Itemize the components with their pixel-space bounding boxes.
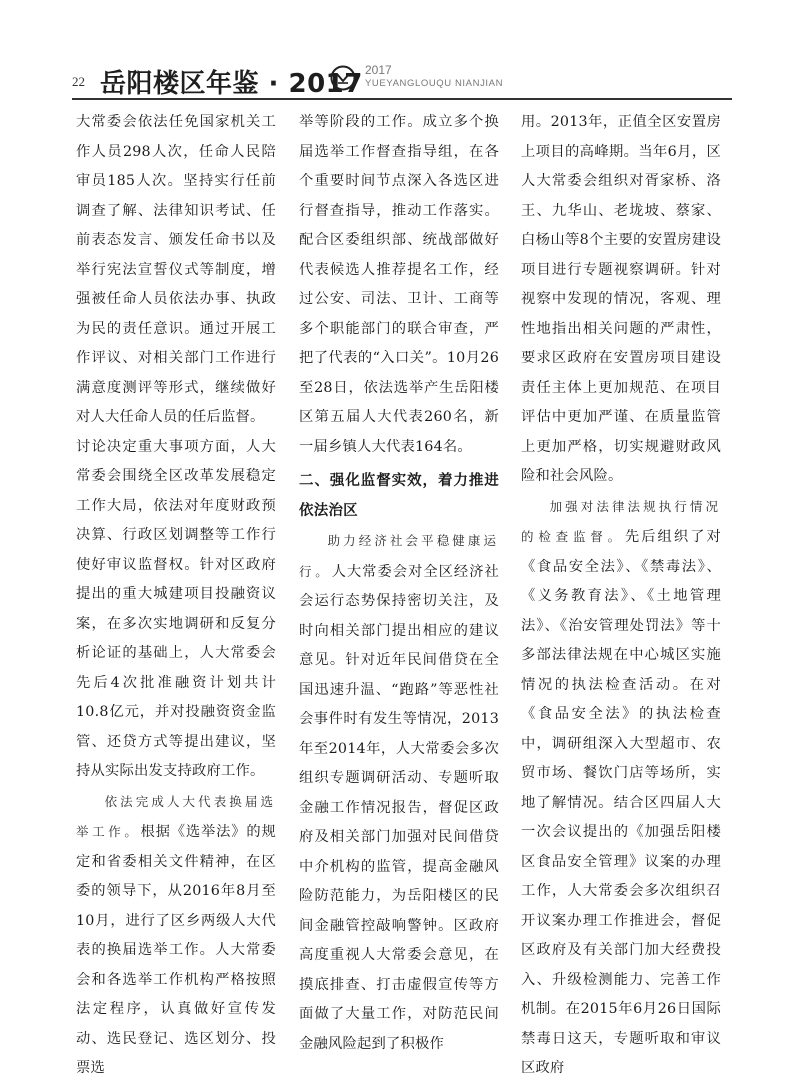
paragraph [76, 433, 276, 787]
paragraph-text: 人大常委会对全区经济社会运行态势保持密切关注，及时向相关部门提出相应的建议意见。针对近年民间借贷在全国迅速升温、“跑路”等恶性社会事件时有发生等情况，2013年至2014年，人大常委会多次组织专题调研活动、专题听取金融工作情况报告，督促区政府及相关部门加强对民间借贷中介机构的监管，提高金融风险防范能力，为岳阳楼区的民间金融管控敲响警钟。区政府高度重视人大常委会意见，在摸底排查、打击虚假宣传等方面做了大量工作，对防范民间金融风险起到了积极作 [299, 563, 499, 1052]
paragraph-text: 用。2013年，正值全区安置房上项目的高峰期。当年6月，区人大常委会组织对胥家桥、洛王、九华山、老垅坡、蔡家、白杨山等8个主要的安置房建设项目进行专题视察调研。针对视察中发现的情况，客观、理性地指出相关问题的严肃性，要求区政府在安置房项目建设责任主体上更加规范、在项目评估中更加严谨、在质量监管上更加严格，切实规避财政风险和社会风险。 [521, 114, 721, 484]
running-header [72, 62, 732, 102]
year-block [365, 64, 503, 90]
paragraph-text: 根据《选举法》的规定和省委相关文件精神，在区委的领导下，从2016年8月至10月，进行了区乡两级人大代表的换届选举工作。人大常委会和各选举工作机构严格按照法定程序，认真做好宣传发动、选民登记、选区划分、投票选 [76, 824, 276, 1076]
book-title: 岳阳楼区年鉴 · 2017 [100, 69, 363, 99]
header-pinyin: YUEYANGLOUQU NIANJIAN [365, 78, 504, 89]
text-column-3 [521, 108, 721, 1076]
paragraph-text: 大常委会依法任免国家机关工作人员298人次，任命人民陪审员185人次。坚持实行任前调查了解、法律知识考试、任前表态发言、颁发任命书以及举行宪法宣誓仪式等制度，增强被任命人员依法办事、执政为民的责任意识。通过开展工作评议、对相关部门工作进行满意度测评等形式，继续做好对人大任命人员的任后监督。 [76, 114, 276, 425]
paragraph-text: 举等阶段的工作。成立多个换届选举工作督查指导组，在各个重要时间节点深入各选区进行督查指导，推动工作落实。配合区委组织部、统战部做好代表候选人推荐提名工作，经过公安、司法、卫计、工商等多个职能部门的联合审查，严把了代表的“入口关”。10月26至28日，依法选举产生岳阳楼区第五届人大代表260名，新一届乡镇人大代表164名。 [299, 114, 499, 455]
paragraph [299, 108, 499, 462]
paragraph [521, 492, 721, 1084]
yearbook-logo-icon [330, 65, 356, 91]
section-heading: 二、强化监督实效，着力推进依法治区 [299, 473, 499, 519]
paragraph-text: 先后组织了对《食品安全法》、《禁毒法》、《义务教育法》、《土地管理法》、《治安管理处罚法》等十多部法律法规在中心城区实施情况的执法检查活动。在对《食品安全法》的执法检查中，调研组深入大型超市、农贸市场、餐饮门店等场所，实地了解情况。结合区四届人大一次会议提出的《加强岳阳楼区食品安全管理》议案的办理工作，人大常委会多次组织召开议案办理工作推进会，督促区政府及有关部门加大经费投入、升级检测能力、完善工作机制。在2015年6月26日国际禁毒日这天，专题听取和审议区政府 [521, 529, 721, 1076]
text-column-2 [299, 108, 499, 1063]
paragraph-text: 讨论决定重大事项方面，人大常委会围绕全区改革发展稳定工作大局，依法对年度财政预决算、行政区划调整等工作行使好审议监督权。针对区政府提出的重大城建项目投融资议案，在多次实地调研和反复分析论证的基础上，人大常委会先后4次批准融资计划共计10.8亿元，并对投融资资金监管、还贷方式等提出建议，坚持从实际出发支持政府工作。 [76, 438, 276, 779]
paragraph-lead: 依法完成人大代表换届选举工作。 [76, 793, 276, 839]
paragraph [76, 787, 276, 1084]
paragraph [76, 108, 276, 433]
page-number: 22 [72, 74, 85, 89]
text-column-1 [76, 108, 276, 1076]
header-rule [72, 98, 732, 100]
paragraph-lead: 加强对法律法规执行情况的检查监督。 [521, 498, 721, 544]
paragraph [299, 526, 499, 1059]
paragraph [521, 108, 721, 492]
paragraph-lead: 助力经济社会平稳健康运行。 [299, 533, 499, 579]
header-year: 2017 [365, 63, 392, 77]
